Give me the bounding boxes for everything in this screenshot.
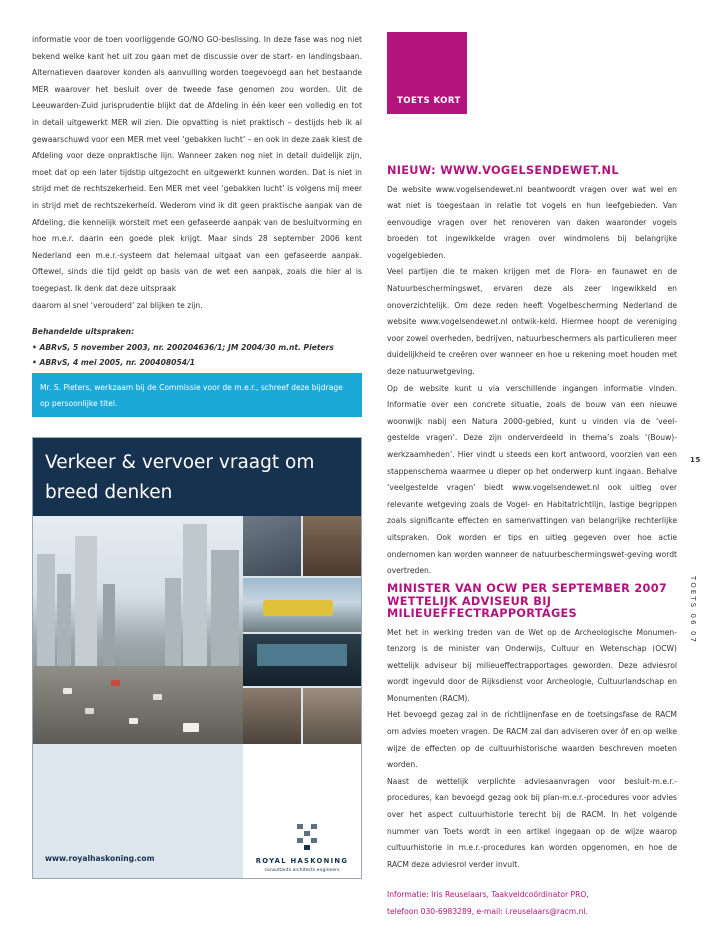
car-shape	[111, 680, 120, 686]
article-heading: MINISTER VAN OCW PER SEPTEMBER 2007 WETTELIJK ADVISEUR BIJ MILIEUEFFECTRAPPORTAGES	[387, 582, 668, 620]
screen-wall-shape	[257, 644, 347, 666]
building-shape	[183, 524, 207, 674]
building-shape	[211, 550, 239, 674]
car-shape	[63, 688, 72, 694]
ad-footer	[33, 744, 361, 878]
logo-tagline: consultants architects engineers	[264, 868, 340, 873]
building-shape	[57, 574, 71, 674]
rulings-heading: Behandelde uitspraken:	[32, 327, 135, 337]
ad-url[interactable]: www.royalhaskoning.com	[45, 854, 155, 863]
article-paragraph: De website www.vogelsendewet.nl beantwoordt vragen over wat wel en wat niet is toegestaan in relatie tot vogels en hun leefgebieden. Van eenvoudige vragen over het renoveren van daken waaronder vogels broeden tot ingewikkelde vragen over windmolens bij belangrijke vogelgebieden.	[387, 184, 677, 260]
building-shape	[75, 536, 97, 674]
author-note-box	[32, 373, 362, 417]
article-paragraph: Het bevoegd gezag zal in de richtlijnenfase en de toetsingsfase de RACM om advies moeten vragen. De RACM zal dan adviseren over óf en op welke wijze de effecten op de cultuurhistorische waarden beschreven moeten worden.	[387, 710, 677, 770]
bus-shape	[183, 723, 199, 732]
section-label: TOETS KORT	[397, 96, 461, 106]
photo-pedestrians	[303, 688, 361, 744]
road-surface	[33, 666, 243, 744]
ad-header	[33, 438, 361, 516]
royal-haskoning-logo-icon	[295, 824, 319, 854]
contact-info	[387, 887, 677, 920]
body-paragraph-last-line: daarom al snel ‘verouderd’ zal blijken te zijn.	[32, 300, 203, 310]
building-shape	[37, 554, 55, 674]
ad-footer-right	[243, 744, 361, 878]
issue-label: TOETS 06 07	[689, 576, 697, 645]
body-paragraph: informatie voor de toen voorliggende GO/NO GO-beslissing. In deze fase was nog niet bekend welke kant het uit zou gaan met de discussie over de start- en landingsbaan. Alternatieven daarover konden als aanvulling worden toegevoegd aan het bestaande MER waarover het besluit over de tweede fase genomen zou worden. Uit de Leeuwarden-Zuid jurisprudentie blijkt dat de Afdeling in één keer een volledig en tot in detail uitgewerkt MER wil zien. Die opvatting is niet praktisch – destijds heb ik al gewaarschuwd voor een MER met veel ‘gebakken lucht’ – en ook in deze zaak kiest de Afdeling voor deze onpraktische lijn. Wanneer zaken nog niet in detail duidelijk zijn, moet dat op een later tijdstip uitgezocht en uitgewerkt kunnen worden. Dat is niet in strijd met de rechtszekerheid. Een MER met veel ‘gebakken lucht’ is volgens mij meer in strijd met de rechtszekerheid. Wederom vind ik dit geen praktische aanpak van de Afdeling, die kennelijk worstelt met een gefaseerde aanpak van de besluitvorming en hoe m.e.r. daarin een goede plek krijgt. Maar sinds 28 september 2006 kent Nederland een m.e.r.-systeem dat helemaal uitgaat van een gefaseerde aanpak. Oftewel, sinds die tijd geldt op basis van de wet een aanpak, zoals die hier al is toegepast. Ik denk dat deze uitspraak	[32, 35, 362, 293]
building-shape	[103, 584, 115, 674]
ruling-item: • ABRvS, 4 mei 2005, nr. 200408054/1	[32, 358, 196, 368]
issue-label-wrapper	[683, 576, 703, 645]
car-shape	[85, 708, 94, 714]
photo-street-crowd	[243, 516, 301, 576]
car-shape	[129, 718, 138, 724]
car-shape	[153, 694, 162, 700]
article-paragraph: Naast de wettelijk verplichte adviesaanvragen voor besluit-m.e.r.-procedures, kan bevoegd gezag ook bij plan-m.e.r.-procedures voor advies over het aspect cultuurhistorie terecht bij de RACM. In het volgende nummer van Toets wordt in een artikel ingegaan op de wijze waarop cultuurhistorie in m.e.r.-procedures kan worden opgenomen, en hoe de RACM deze adviesrol verder invult.	[387, 776, 677, 869]
logo-name: ROYAL HASKONING	[255, 857, 349, 865]
advertisement	[32, 437, 362, 879]
tram-shape	[263, 600, 333, 616]
article-paragraph: Veel partijen die te maken krijgen met de Flora- en faunawet en de Natuurbeschermingswet, ervaren deze als zeer ingewikkeld en onoverzichtelijk. Om deze reden heeft Vogelbescherming Nederland de website www.vogelsendewet.nl ontwik-keld. Hiermee hoopt de vereniging voor zowel overheden, bedrijven, natuurbeschermers als particulieren meer duidelijkheid te creëren over wanneer en hoe u rekening moet houden met deze natuurwetgeving.	[387, 267, 677, 377]
photo-tram	[243, 578, 361, 632]
ruling-item: • ABRvS, 5 november 2003, nr. 200204636/1; JM 2004/30 m.nt. Pieters	[32, 342, 334, 352]
article-heading: NIEUW: WWW.VOGELSENDEWET.NL	[387, 164, 619, 177]
ad-photo-highway	[33, 516, 243, 744]
author-note: Mr. S. Pieters, werkzaam bij de Commissie voor de m.e.r., schreef deze bijdrage op persoonlijke titel.	[40, 383, 343, 408]
ad-title: Verkeer & vervoer vraagt om breed denken	[45, 452, 315, 503]
article-paragraph: Op de website kunt u via verschillende ingangen informatie vinden. Informatie over een concrete situatie, zoals de bouw van een nieuwe woonwijk nabij een Natura 2000-gebied, kunt u vinden via de ‘veel-gestelde vragen’. Deze zijn onderverdeeld in thema’s zoals ‘(Bouw)-werkzaamheden’. Hier vindt u steeds een kort antwoord, voorzien van een stappenschema waarmee u dieper op het onderwerp kunt ingaan. Behalve ‘veelgestelde vragen’ biedt www.vogelsendewet.nl ook uitleg over relevante wetgeving zoals de Vogel- en Habitatrichtlijn, lastige begrippen zoals significante effecten en samenvattingen van belangrijke rechterlijke uitspraken. Ook worden er tips en uitleg gegeven over hoe actie ondernomen kan worden wanneer de natuurbeschermingswet-geving wordt overtreden.	[387, 383, 677, 576]
article-vogelsendewet	[387, 165, 677, 580]
left-column	[32, 32, 362, 386]
building-shape	[165, 578, 181, 674]
ad-photo-grid	[243, 516, 361, 744]
section-label-box	[387, 32, 467, 114]
photo-control-room	[243, 634, 361, 686]
page-number: 15	[690, 456, 701, 464]
contact-line[interactable]: telefoon 030-6983289, e-mail: i.reuselaars@racm.nl.	[387, 907, 588, 916]
contact-line: Informatie: Iris Reuselaars, Taakveldcoördinator PRO,	[387, 890, 589, 900]
article-minister-ocw	[387, 583, 677, 921]
photo-market	[303, 516, 361, 576]
article-paragraph: Met het in werking treden van de Wet op de Archeologische Monumen-tenzorg is de minister van Onderwijs, Cultuur en Wetenschap (OCW) wettelijk adviseur bij milieueffectrapportages geworden. Deze adviesrol wordt ingevuld door de Rijksdienst voor Archeologie, Cultuurlandschap en Monumenten (RACM).	[387, 627, 677, 703]
photo-shopping-street	[243, 688, 301, 744]
ad-footer-left	[33, 744, 243, 878]
